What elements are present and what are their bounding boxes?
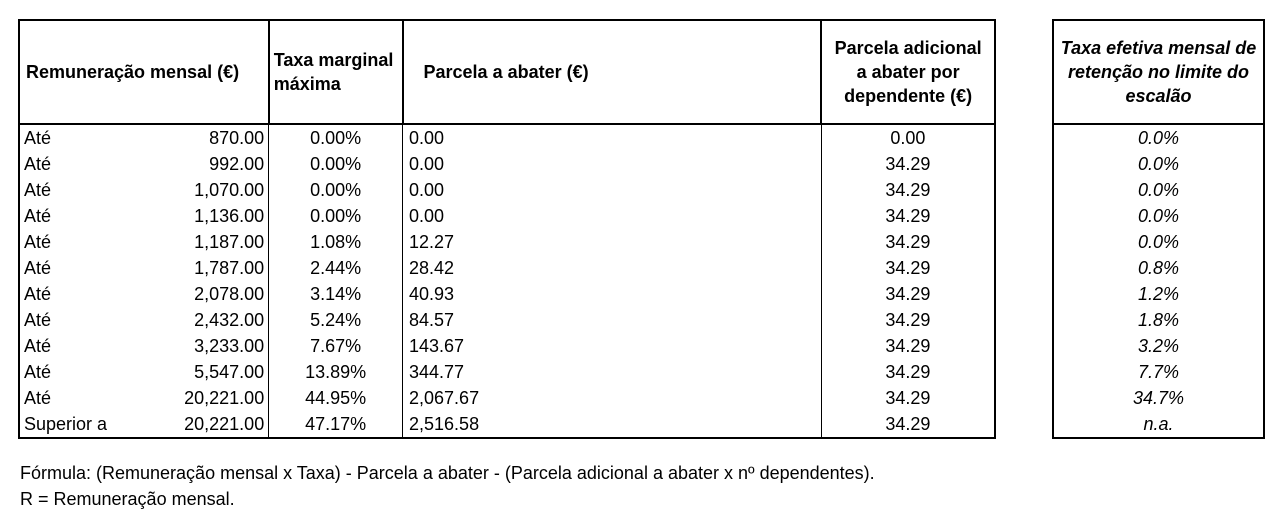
- row-rate: 3.14%: [269, 281, 403, 307]
- effective-row: [1053, 411, 1264, 438]
- table-row: [19, 177, 995, 203]
- row-deduction: 28.42: [403, 255, 822, 281]
- effective-row: [1053, 124, 1264, 151]
- row-deduction: 0.00: [403, 151, 822, 177]
- row-prefix: Até: [19, 229, 131, 255]
- effective-rate-value: 7.7%: [1053, 359, 1264, 385]
- row-dependent-deduction: 34.29: [821, 411, 995, 438]
- effective-row: [1053, 385, 1264, 411]
- effective-row: [1053, 281, 1264, 307]
- row-prefix: Até: [19, 333, 131, 359]
- effective-row: [1053, 307, 1264, 333]
- row-deduction: 344.77: [403, 359, 822, 385]
- effective-rate-value: 0.0%: [1053, 203, 1264, 229]
- row-deduction: 2,067.67: [403, 385, 822, 411]
- effective-rate-value: 3.2%: [1053, 333, 1264, 359]
- effective-row: [1053, 229, 1264, 255]
- effective-rate-value: 1.2%: [1053, 281, 1264, 307]
- row-rate: 0.00%: [269, 151, 403, 177]
- table-row: [19, 411, 995, 438]
- effective-rate-value: 34.7%: [1053, 385, 1264, 411]
- row-dependent-deduction: 34.29: [821, 281, 995, 307]
- row-prefix: Até: [19, 255, 131, 281]
- effective-rate-value: 1.8%: [1053, 307, 1264, 333]
- header-marginal-rate: Taxa marginal máxima: [269, 20, 403, 124]
- row-amount: 1,070.00: [131, 177, 269, 203]
- row-amount: 992.00: [131, 151, 269, 177]
- effective-header-row: [1053, 20, 1264, 124]
- effective-row: [1053, 177, 1264, 203]
- effective-rate-value: 0.0%: [1053, 151, 1264, 177]
- effective-rate-value: 0.0%: [1053, 229, 1264, 255]
- effective-rate-table: [1052, 19, 1265, 439]
- formula-note: Fórmula: (Remuneração mensal x Taxa) - Parcela a abater - (Parcela adicional a abater x nº dependentes).: [20, 463, 875, 483]
- table-row: [19, 255, 995, 281]
- header-row: [19, 20, 995, 124]
- row-deduction: 2,516.58: [403, 411, 822, 438]
- r-definition-note: R = Remuneração mensal.: [20, 489, 235, 509]
- row-rate: 44.95%: [269, 385, 403, 411]
- header-remuneration: Remuneração mensal (€): [19, 20, 269, 124]
- row-deduction: 0.00: [403, 177, 822, 203]
- effective-rate-value: n.a.: [1053, 411, 1264, 438]
- row-rate: 2.44%: [269, 255, 403, 281]
- row-deduction: 40.93: [403, 281, 822, 307]
- row-dependent-deduction: 34.29: [821, 203, 995, 229]
- row-prefix: Até: [19, 359, 131, 385]
- table-row: [19, 385, 995, 411]
- table-row: [19, 307, 995, 333]
- row-rate: 0.00%: [269, 124, 403, 151]
- row-amount: 2,432.00: [131, 307, 269, 333]
- table-row: [19, 281, 995, 307]
- row-prefix: Até: [19, 177, 131, 203]
- effective-rate-value: 0.8%: [1053, 255, 1264, 281]
- header-effective-rate: Taxa efetiva mensal de retenção no limite do escalão: [1053, 20, 1264, 124]
- row-prefix: Até: [19, 281, 131, 307]
- row-deduction: 84.57: [403, 307, 822, 333]
- row-dependent-deduction: 0.00: [821, 124, 995, 151]
- effective-row: [1053, 255, 1264, 281]
- row-deduction: 12.27: [403, 229, 822, 255]
- effective-rate-value: 0.0%: [1053, 124, 1264, 151]
- table-row: [19, 151, 995, 177]
- row-prefix: Até: [19, 385, 131, 411]
- row-amount: 1,136.00: [131, 203, 269, 229]
- table-row: [19, 124, 995, 151]
- row-dependent-deduction: 34.29: [821, 255, 995, 281]
- row-rate: 13.89%: [269, 359, 403, 385]
- row-amount: 1,187.00: [131, 229, 269, 255]
- row-prefix: Até: [19, 203, 131, 229]
- table-row: [19, 229, 995, 255]
- row-dependent-deduction: 34.29: [821, 229, 995, 255]
- notes: [20, 460, 875, 512]
- header-dependent-deduction: Parcela adicional a abater por dependente (€): [821, 20, 995, 124]
- effective-row: [1053, 333, 1264, 359]
- row-amount: 1,787.00: [131, 255, 269, 281]
- effective-row: [1053, 151, 1264, 177]
- effective-rate-value: 0.0%: [1053, 177, 1264, 203]
- row-rate: 7.67%: [269, 333, 403, 359]
- row-rate: 47.17%: [269, 411, 403, 438]
- row-dependent-deduction: 34.29: [821, 307, 995, 333]
- header-deduction: Parcela a abater (€): [403, 20, 822, 124]
- row-amount: 3,233.00: [131, 333, 269, 359]
- row-prefix: Até: [19, 307, 131, 333]
- row-deduction: 0.00: [403, 203, 822, 229]
- row-prefix: Até: [19, 151, 131, 177]
- table-row: [19, 203, 995, 229]
- row-amount: 2,078.00: [131, 281, 269, 307]
- row-deduction: 0.00: [403, 124, 822, 151]
- row-rate: 1.08%: [269, 229, 403, 255]
- row-dependent-deduction: 34.29: [821, 385, 995, 411]
- row-rate: 0.00%: [269, 177, 403, 203]
- row-amount: 5,547.00: [131, 359, 269, 385]
- row-rate: 0.00%: [269, 203, 403, 229]
- table-row: [19, 359, 995, 385]
- withholding-table: [18, 19, 996, 439]
- row-deduction: 143.67: [403, 333, 822, 359]
- row-prefix: Até: [19, 124, 131, 151]
- row-amount: 870.00: [131, 124, 269, 151]
- row-dependent-deduction: 34.29: [821, 151, 995, 177]
- row-rate: 5.24%: [269, 307, 403, 333]
- row-prefix: Superior a: [19, 411, 131, 438]
- effective-row: [1053, 359, 1264, 385]
- effective-row: [1053, 203, 1264, 229]
- row-dependent-deduction: 34.29: [821, 177, 995, 203]
- row-dependent-deduction: 34.29: [821, 359, 995, 385]
- row-amount: 20,221.00: [131, 385, 269, 411]
- row-dependent-deduction: 34.29: [821, 333, 995, 359]
- row-amount: 20,221.00: [131, 411, 269, 438]
- table-row: [19, 333, 995, 359]
